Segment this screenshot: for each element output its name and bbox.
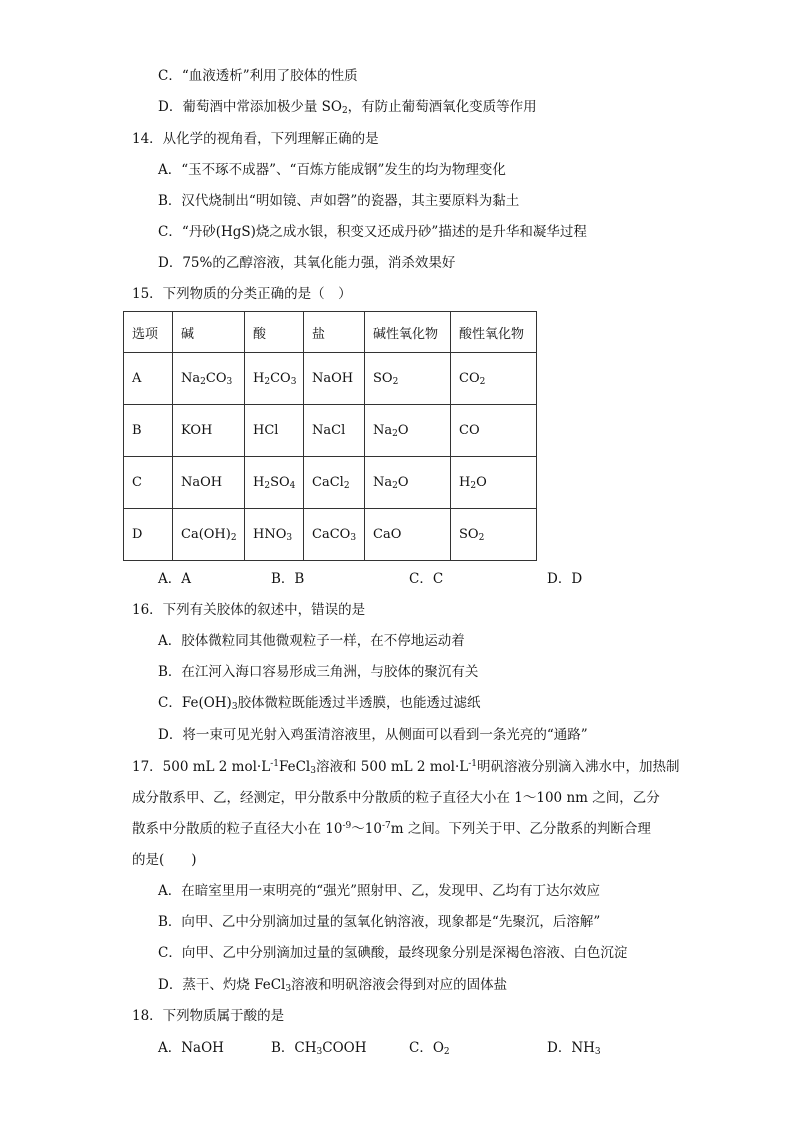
cell-salt: CaCl$_2$ <box>304 457 365 509</box>
q16-option-b: B．在江河入海口容易形成三角洲，与胶体的聚沉有关 <box>158 664 479 680</box>
table-row <box>124 457 537 509</box>
q17-option-b: B．向甲、乙中分别滴加过量的氢氧化钠溶液，现象都是“先聚沉，后溶解” <box>158 914 601 930</box>
classification-table <box>123 311 537 561</box>
q18-option-d: D．$NH_3$ <box>547 1040 601 1057</box>
cell-salt: NaOH <box>304 353 365 405</box>
header-salt: 盐 <box>304 312 365 353</box>
table-header-row <box>124 312 537 353</box>
cell-base: KOH <box>173 405 245 457</box>
cell-basic-oxide: $Na_2O$ <box>365 405 451 457</box>
cell-acid: $H_2CO_3$ <box>245 353 304 405</box>
header-option: 选项 <box>124 312 173 353</box>
header-acid: 酸 <box>245 312 304 353</box>
cell-acid-oxide: $SO_2$ <box>451 509 537 561</box>
q17-stem-line-4: 的是( ) <box>132 852 197 868</box>
q14-option-a: A．“玉不琢不成器”、“百炼方能成钢”发生的均为物理变化 <box>158 162 506 178</box>
row-option: C <box>124 457 173 509</box>
q15-answer-c: C．C <box>409 571 444 587</box>
table-row <box>124 353 537 405</box>
q18-stem: 18．下列物质属于酸的是 <box>132 1008 285 1024</box>
q13-option-c: C．“血液透析”利用了胶体的性质 <box>158 68 358 84</box>
table-row <box>124 405 537 457</box>
table-row <box>124 509 537 561</box>
q18-option-a: A．NaOH <box>158 1040 224 1056</box>
q14-option-b: B．汉代烧制出“明如镜、声如磬”的瓷器，其主要原料为黏土 <box>158 193 520 209</box>
q14-stem: 14．从化学的视角看，下列理解正确的是 <box>132 131 379 147</box>
q15-answer-a: A．A <box>158 571 191 587</box>
cell-acid-oxide: CO <box>451 405 537 457</box>
cell-basic-oxide: $SO_2$ <box>365 353 451 405</box>
q17-stem-line-3: 散系中分散质的粒子直径大小在 $10^{-9}\sim 10^{-7}m$ 之间。下列关于甲、乙分散系的判断合理 <box>132 821 651 837</box>
q17-option-a: A．在暗室里用一束明亮的“强光”照射甲、乙，发现甲、乙均有丁达尔效应 <box>158 883 601 899</box>
q14-option-d: D．75%的乙醇溶液，其氧化能力强，消杀效果好 <box>158 255 456 271</box>
cell-acid-oxide: $H_2O$ <box>451 457 537 509</box>
header-acid-oxide: 酸性氧化物 <box>451 312 537 353</box>
cell-acid: $H_2SO_4$ <box>245 457 304 509</box>
cell-base: $Na_2CO_3$ <box>173 353 245 405</box>
q16-stem: 16．下列有关胶体的叙述中，错误的是 <box>132 602 366 618</box>
q17-option-c: C．向甲、乙中分别滴加过量的氢碘酸，最终现象分别是深褐色溶液、白色沉淀 <box>158 945 628 961</box>
q16-option-d: D．将一束可见光射入鸡蛋清溶液里，从侧面可以看到一条光亮的“通路” <box>158 727 588 743</box>
q15-stem: 15．下列物质的分类正确的是（ ） <box>132 286 352 302</box>
q17-stem-line-2: 成分散系甲、乙，经测定，甲分散系中分散质的粒子直径大小在 1～100 nm 之间，乙分 <box>132 790 660 806</box>
cell-basic-oxide: CaO <box>365 509 451 561</box>
row-option: D <box>124 509 173 561</box>
q15-answer-d: D．D <box>547 571 583 587</box>
cell-acid: HCl <box>245 405 304 457</box>
cell-salt: NaCl <box>304 405 365 457</box>
q14-option-c: C．“丹砂(HgS)烧之成水银，积变又还成丹砂”描述的是升华和凝华过程 <box>158 224 587 240</box>
cell-acid-oxide: $CO_2$ <box>451 353 537 405</box>
q17-stem-line-1: 17．500 mL 2 $mol\cdot L^{-1}FeCl_3$溶液和 500 mL 2 $mol\cdot L^{-1}$明矾溶液分别滴入沸水中，加热制 <box>132 759 680 776</box>
cell-base: $Ca(OH)_2$ <box>173 509 245 561</box>
q18-option-c: C．$O_2$ <box>409 1040 450 1057</box>
row-option: B <box>124 405 173 457</box>
row-option: A <box>124 353 173 405</box>
q18-option-b: B．$CH_3COOH$ <box>271 1040 367 1057</box>
q16-option-c: C．$Fe(OH)_3$胶体微粒既能透过半透膜，也能透过滤纸 <box>158 695 481 712</box>
cell-basic-oxide: $Na_2O$ <box>365 457 451 509</box>
q15-answer-b: B．B <box>271 571 305 587</box>
q17-option-d: D．蒸干、灼烧 FeCl$_3$溶液和明矾溶液会得到对应的固体盐 <box>158 977 508 994</box>
header-base: 碱 <box>173 312 245 353</box>
cell-base: NaOH <box>173 457 245 509</box>
cell-salt: CaCO$_3$ <box>304 509 365 561</box>
q16-option-a: A．胶体微粒同其他微观粒子一样，在不停地运动着 <box>158 633 465 649</box>
q13-option-d: D．葡萄酒中常添加极少量 $SO_2$，有防止葡萄酒氧化变质等作用 <box>158 99 537 116</box>
header-basic-oxide: 碱性氧化物 <box>365 312 451 353</box>
cell-acid: $HNO_3$ <box>245 509 304 561</box>
